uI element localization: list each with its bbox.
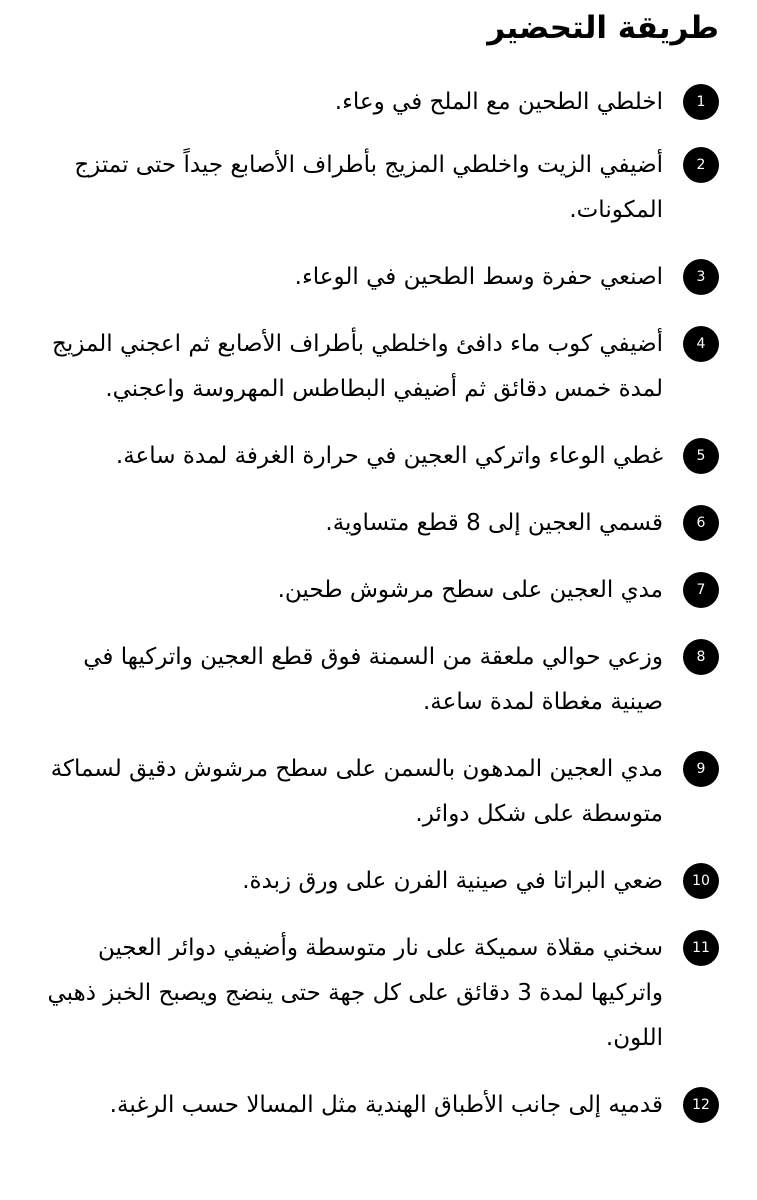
step-text: أضيفي كوب ماء دافئ واخلطي بأطراف الأصابع ثم اعجني المزيج لمدة خمس دقائق ثم أضيفي البطاطس المهروسة واعجني. bbox=[52, 331, 663, 402]
step-item bbox=[30, 1083, 719, 1128]
steps-list bbox=[30, 80, 719, 1128]
step-text: غطي الوعاء واتركي العجين في حرارة الغرفة لمدة ساعة. bbox=[115, 443, 663, 469]
step-number-badge: 5 bbox=[683, 438, 719, 474]
step-number-badge: 2 bbox=[683, 147, 719, 183]
step-item bbox=[30, 635, 719, 725]
step-number-badge: 7 bbox=[683, 572, 719, 608]
step-number-badge: 1 bbox=[683, 84, 719, 120]
section-title: طريقة التحضير bbox=[487, 10, 719, 46]
step-item bbox=[30, 143, 719, 233]
step-text: أضيفي الزيت واخلطي المزيج بأطراف الأصابع جيداً حتى تمتزج المكونات. bbox=[74, 152, 663, 223]
step-item bbox=[30, 80, 719, 125]
step-number-badge: 10 bbox=[683, 863, 719, 899]
step-item bbox=[30, 747, 719, 837]
step-text: مدي العجين على سطح مرشوش طحين. bbox=[277, 577, 663, 603]
step-text: ضعي البراتا في صينية الفرن على ورق زبدة. bbox=[242, 868, 663, 894]
step-item bbox=[30, 322, 719, 412]
step-number-badge: 9 bbox=[683, 751, 719, 787]
step-item bbox=[30, 501, 719, 546]
step-text: مدي العجين المدهون بالسمن على سطح مرشوش دقيق لسماكة متوسطة على شكل دوائر. bbox=[50, 756, 663, 827]
step-item bbox=[30, 568, 719, 613]
step-text: سخني مقلاة سميكة على نار متوسطة وأضيفي دوائر العجين واتركيها لمدة 3 دقائق على كل جهة حتى ينضج ويصبح الخبز ذهبي اللون. bbox=[47, 935, 663, 1051]
step-number-badge: 6 bbox=[683, 505, 719, 541]
step-text: وزعي حوالي ملعقة من السمنة فوق قطع العجين واتركيها في صينية مغطاة لمدة ساعة. bbox=[83, 644, 663, 715]
step-item bbox=[30, 434, 719, 479]
step-text: اخلطي الطحين مع الملح في وعاء. bbox=[334, 89, 663, 115]
step-item bbox=[30, 859, 719, 904]
step-text: اصنعي حفرة وسط الطحين في الوعاء. bbox=[294, 264, 663, 290]
step-number-badge: 11 bbox=[683, 930, 719, 966]
step-number-badge: 8 bbox=[683, 639, 719, 675]
step-text: قسمي العجين إلى 8 قطع متساوية. bbox=[325, 510, 663, 536]
step-item bbox=[30, 926, 719, 1061]
step-number-badge: 3 bbox=[683, 259, 719, 295]
step-text: قدميه إلى جانب الأطباق الهندية مثل المسالا حسب الرغبة. bbox=[109, 1092, 663, 1118]
step-number-badge: 4 bbox=[683, 326, 719, 362]
step-number-badge: 12 bbox=[683, 1087, 719, 1123]
step-item bbox=[30, 255, 719, 300]
